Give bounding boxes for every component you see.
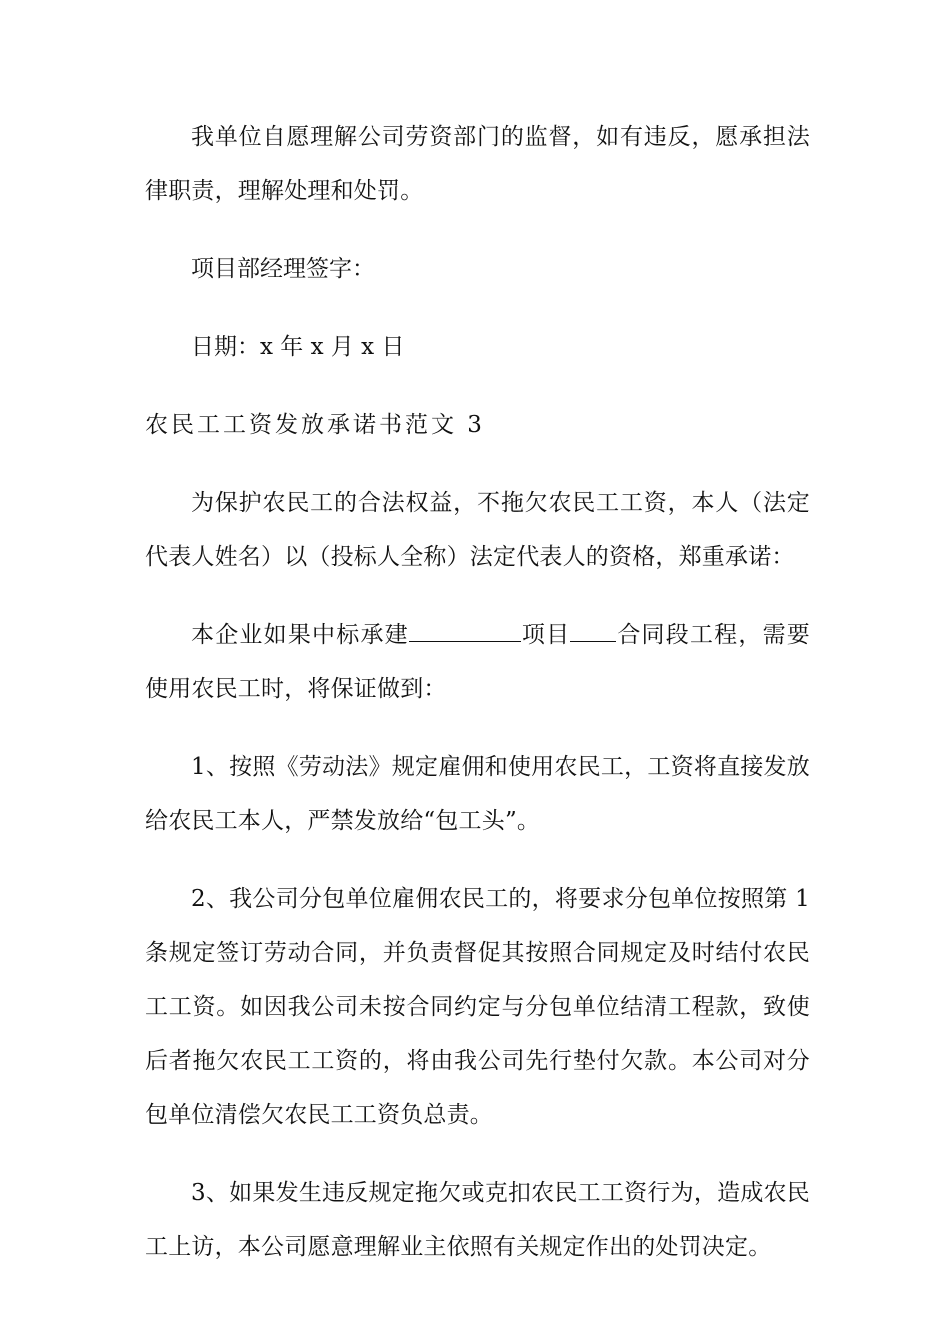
project-text-2: 项目 [520, 622, 571, 648]
signature-label: 项目部经理签字： [191, 256, 375, 282]
document-page [145, 110, 810, 1298]
project-name-blank [409, 619, 521, 642]
date-line: 日期：x 年 x 月 x 日 [191, 334, 405, 360]
project-text-1: 本企业如果中标承建 [191, 622, 409, 648]
commitment-item-1: 1、按照《劳动法》规定雇佣和使用农民工，工资将直接发放给农民工本人，严禁发放给“包工头”。 [145, 754, 810, 834]
paragraph-supervision: 我单位自愿理解公司劳资部门的监督，如有违反，愿承担法律职责，理解处理和处罚。 [145, 124, 810, 204]
section-heading: 农民工工资发放承诺书范文 3 [145, 412, 485, 438]
paragraph-commitment-intro: 为保护农民工的合法权益，不拖欠农民工工资，本人（法定代表人姓名）以（投标人全称）法定代表人的资格，郑重承诺： [145, 490, 810, 570]
commitment-item-2: 2、我公司分包单位雇佣农民工的，将要求分包单位按照第 1 条规定签订劳动合同，并负责督促其按照合同规定及时结付农民工工资。如因我公司未按合同约定与分包单位结清工程款，致使后者拖欠农民工工资的，将由我公司先行垫付欠款。本公司对分包单位清偿欠农民工工资负总责。 [145, 886, 810, 1128]
project-text-3: 合同段工程，需要使用农民工时，将保证做到： [145, 622, 810, 702]
paragraph-project-blanks [145, 608, 810, 716]
contract-section-blank [570, 619, 616, 642]
commitment-item-3: 3、如果发生违反规定拖欠或克扣农民工工资行为，造成农民工上访，本公司愿意理解业主依照有关规定作出的处罚决定。 [145, 1180, 810, 1260]
